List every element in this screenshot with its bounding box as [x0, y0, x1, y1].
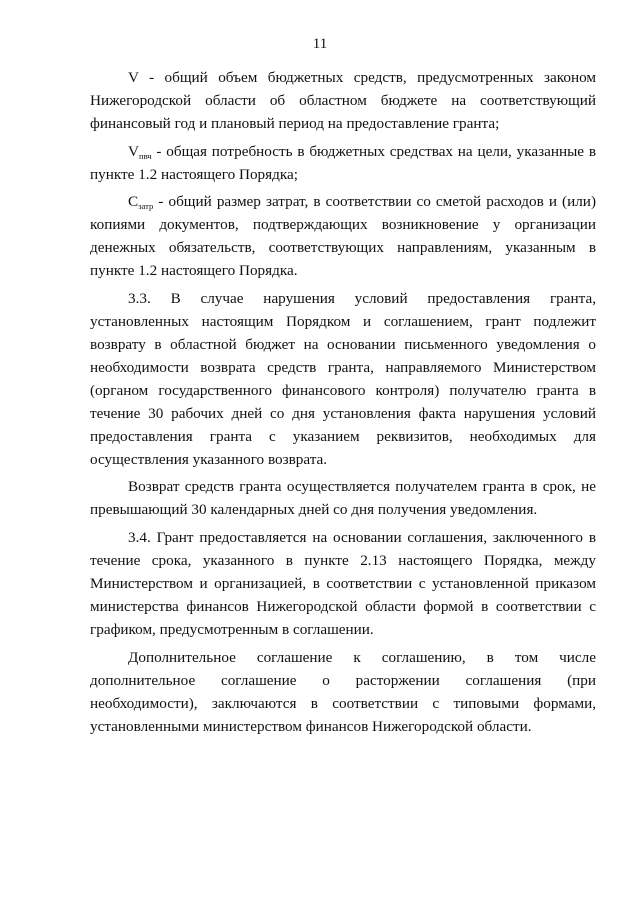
paragraph-additional-agreement: Дополнительное соглашение к соглашению, в том числе дополнительное соглашение о расторжении соглашения (при необходимости), заключаются в соответствии с типовыми формами, установленными министерством финансов Нижегородской области. — [90, 648, 596, 735]
paragraph-szatr-definition: $С_{затр}$ - общий размер затрат, в соответствии со сметой расходов и (или) копиями документов, подтверждающих возникновение у организации денежных обязательств, соответствующих направлениям, указанным в пункте 1.2 настоящего Порядка. — [90, 193, 596, 280]
formula-subscript: пвч — [138, 150, 152, 161]
document-body — [90, 66, 596, 742]
formula-symbol: V — [128, 142, 139, 160]
paragraph-v-definition: V - общий объем бюджетных средств, предусмотренных законом Нижегородской области об областном бюджете на соответствующий финансовый год и плановый период на предоставление гранта; — [90, 69, 596, 132]
paragraph-grant-return: Возврат средств гранта осуществляется получателем гранта в срок, не превышающий 30 календарных дней со дня получения уведомления. — [90, 478, 596, 519]
paragraph-3-4: 3.4. Грант предоставляется на основании соглашения, заключенного в течение срока, указанного в пункте 2.13 настоящего Порядка, между Министерством и организацией, в соответствии с установленной приказом министерства финансов Нижегородской области формой в соответствии с графиком, предусмотренным в соглашении. — [90, 528, 596, 638]
paragraph-3-3: 3.3. В случае нарушения условий предоставления гранта, установленных настоящим Порядком и соглашением, грант подлежит возврату в областной бюджет на основании письменного уведомления о необходимости возврата средств гранта, направляемого Министерством (органом государственного финансового контроля) получателю гранта в течение 30 рабочих дней со дня установления факта нарушения условий предоставления гранта с указанием реквизитов, необходимых для осуществления указанного возврата. — [90, 289, 596, 468]
formula-symbol: С — [128, 193, 139, 211]
formula-subscript: затр — [138, 201, 154, 212]
paragraph-vpvch-definition: $V_{пвч}$ - общая потребность в бюджетных средствах на цели, указанные в пункте 1.2 настоящего Порядка; — [90, 142, 596, 183]
page-number: 11 — [312, 36, 328, 52]
